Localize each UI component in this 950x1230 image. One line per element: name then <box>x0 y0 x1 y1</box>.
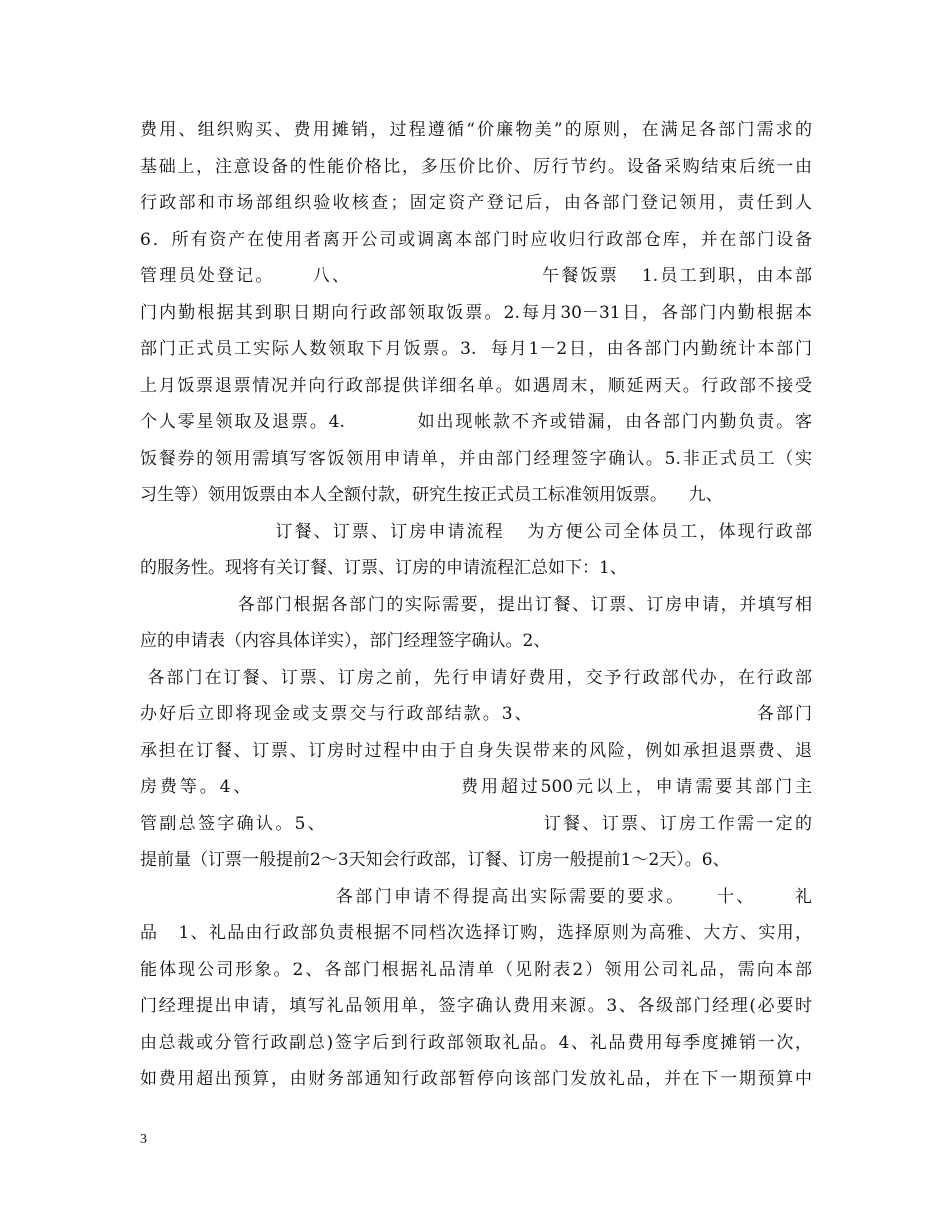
page-number: 3 <box>140 1132 147 1147</box>
text-line: 基础上，注意设备的性能价格比，多压价比价、厉行节约。设备采购结束后统一由 <box>140 156 812 177</box>
text-line: 提前量（订票一般提前2～3天知会行政部，订餐、订房一般提前1～2天）。6、 <box>140 850 730 870</box>
text-line: 管理员处登记。 八、 午餐饭票 1.员工到职，由本部 <box>140 266 812 286</box>
text-line: 的服务性。现将有关订餐、订票、订房的申请流程汇总如下：1、 <box>140 558 627 578</box>
text-line: 各部门根据各部门的实际需要，提出订餐、订票、订房申请，并填写相 <box>140 594 812 615</box>
text-line: 6．所有资产在使用者离开公司或调离本部门时应收归行政部仓库，并在部门设备 <box>140 229 812 250</box>
text-line: 房费等。4、 费用超过500元以上，申请需要其部门主 <box>140 777 812 797</box>
text-line: 订餐、订票、订房申请流程 为方便公司全体员工，体现行政部 <box>140 521 812 542</box>
text-line: 管副总签字确认。5、 订餐、订票、订房工作需一定的 <box>140 813 812 834</box>
text-line: 上月饭票退票情况并向行政部提供详细名单。如遇周末，顺延两天。行政部不接受 <box>140 375 812 396</box>
text-line: 门内勤根据其到职日期向行政部领取饭票。2.每月30－31日，各部门内勤根据本 <box>140 302 812 323</box>
text-line: 办好后立即将现金或支票交与行政部结款。3、 各部门 <box>140 704 812 724</box>
text-line: 个人零星领取及退票。4. 如出现帐款不齐或错漏，由各部门内勤负责。客 <box>140 412 812 432</box>
body-text <box>140 112 812 1098</box>
text-line: 如费用超出预算，由财务部通知行政部暂停向该部门发放礼品，并在下一期预算中 <box>140 1069 812 1089</box>
text-line: 承担在订餐、订票、订房时过程中由于自身失误带来的风险，例如承担退票费、退 <box>140 740 812 761</box>
text-line: 费用、组织购买、费用摊销，过程遵循“价廉物美”的原则，在满足各部门需求的 <box>140 120 812 140</box>
text-line: 由总裁或分管行政副总)签字后到行政部领取礼品。4、礼品费用每季度摊销一次， <box>140 1032 812 1053</box>
text-line: 能体现公司形象。2、各部门根据礼品清单（见附表2）领用公司礼品，需向本部 <box>140 959 812 980</box>
text-line: 习生等）领用饭票由本人全额付款，研究生按正式员工标准领用饭票。 九、 <box>140 485 723 505</box>
text-line: 饭餐券的领用需填写客饭领用申请单，并由部门经理签字确认。5.非正式员工（实 <box>140 448 812 469</box>
text-line: 部门正式员工实际人数领取下月饭票。3. 每月1－2日，由各部门内勤统计本部门 <box>140 339 812 359</box>
text-line: 各部门申请不得提高出实际需要的要求。 十、 礼 <box>140 886 812 907</box>
text-line: 各部门在订餐、订票、订房之前，先行申请好费用，交予行政部代办，在行政部 <box>140 667 812 688</box>
text-line: 应的申请表（内容具体详实），部门经理签字确认。2、 <box>140 631 551 651</box>
text-line: 品 1、礼品由行政部负责根据不同档次选择订购，选择原则为高雅、大方、实用， <box>140 923 812 943</box>
text-line: 行政部和市场部组织验收核查；固定资产登记后，由各部门登记领用，责任到人 <box>140 193 812 213</box>
text-line: 门经理提出申请，填写礼品领用单，签字确认费用来源。3、各级部门经理(必要时 <box>140 996 812 1016</box>
